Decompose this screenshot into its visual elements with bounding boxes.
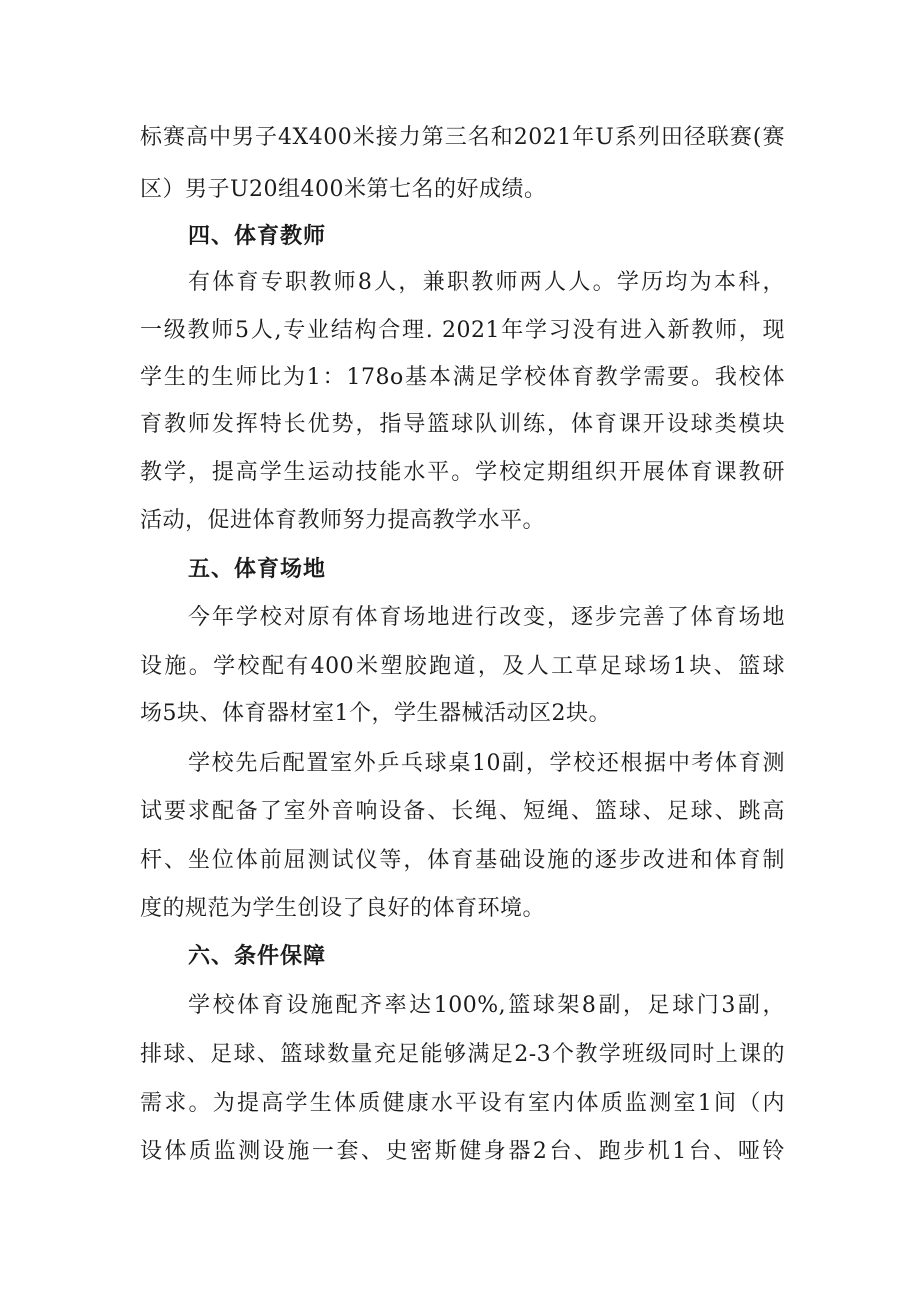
text-line-6: 学生的生师比为1：178o基本满足学校体育教学需要。我校体	[140, 365, 785, 390]
text-line-1: 标赛高中男子4X400米接力第三名和2021年U系列田径联赛(赛	[140, 125, 785, 150]
text-line-14: 学校先后配置室外乒乓球桌10副，学校还根据中考体育测	[188, 751, 785, 776]
section-heading-conditions: 六、条件保障	[188, 944, 327, 969]
text-line-20: 排球、足球、篮球数量充足能够满足2-3个教学班级同时上课的	[140, 1042, 785, 1067]
text-line-11: 今年学校对原有体育场地进行改变，逐步完善了体育场地	[188, 605, 785, 630]
text-line-2: 区）男子U20组400米第七名的好成绩。	[140, 177, 547, 202]
text-line-9: 活动，促进体育教师努力提高教学水平。	[140, 508, 546, 533]
text-line-8: 教学，提高学生运动技能水平。学校定期组织开展体育课教研	[140, 460, 785, 485]
section-heading-teachers: 四、体育教师	[188, 224, 327, 249]
text-line-19: 学校体育设施配齐率达100%,篮球架8副，足球门3副，	[188, 993, 785, 1018]
text-line-22: 设体质监测设施一套、史密斯健身器2台、跑步机1台、哑铃	[140, 1139, 785, 1164]
text-line-21: 需求。为提高学生体质健康水平设有室内体质监测室1间（内	[140, 1091, 785, 1116]
text-line-15: 试要求配备了室外音响设备、长绳、短绳、篮球、足球、跳高	[140, 799, 785, 824]
section-heading-venues: 五、体育场地	[188, 557, 327, 582]
text-line-16: 杆、坐位体前屈测试仪等，体育基础设施的逐步改进和体育制	[140, 848, 785, 873]
text-line-17: 度的规范为学生创设了良好的体育环境。	[140, 896, 546, 921]
text-line-12: 设施。学校配有400米塑胶跑道，及人工草足球场1块、篮球	[140, 654, 785, 679]
text-line-5: 一级教师5人,专业结构合理. 2021年学习没有进入新教师，现	[140, 318, 785, 343]
text-line-4: 有体育专职教师8人，兼职教师两人人。学历均为本科，	[188, 270, 785, 295]
text-line-13: 场5块、体育器材室1个，学生器械活动区2块。	[140, 701, 611, 726]
text-line-7: 育教师发挥特长优势，指导篮球队训练，体育课开设球类模块	[140, 412, 785, 437]
